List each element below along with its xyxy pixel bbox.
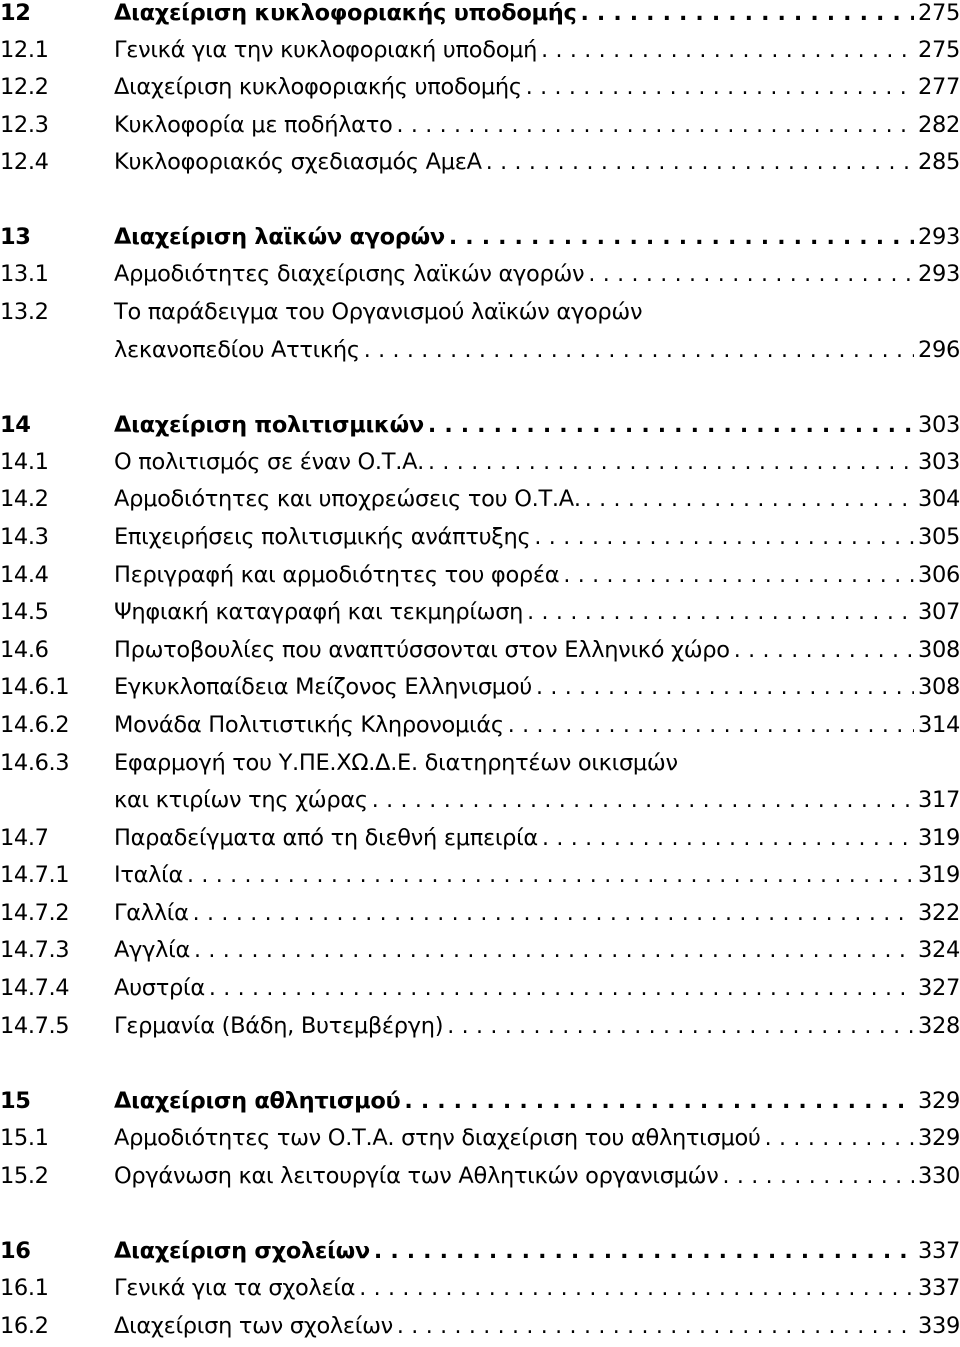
- toc-number: 15.1: [0, 1125, 49, 1151]
- toc-page-number: 322: [917, 900, 960, 926]
- toc-subsection-row[interactable]: [0, 670, 960, 704]
- toc-number: 16.1: [0, 1275, 49, 1301]
- dot-leader: [588, 258, 914, 292]
- toc-page-number: 329: [917, 1088, 960, 1114]
- toc-title: Μονάδα Πολιτιστικής Κληρονομιάς: [114, 712, 504, 738]
- toc-page-number: 330: [917, 1163, 960, 1189]
- toc-number: 14.2: [0, 486, 49, 512]
- toc-number: 15: [0, 1088, 31, 1114]
- toc-page-number: 308: [917, 637, 960, 663]
- toc-section-row[interactable]: [0, 482, 960, 516]
- toc-title: Γενικά για τα σχολεία: [114, 1275, 356, 1301]
- dot-leader: [447, 1010, 914, 1044]
- toc-title: Αγγλία: [114, 937, 190, 963]
- toc-page-number: 319: [917, 862, 960, 888]
- toc-title: Γενικά για την κυκλοφοριακή υποδομή: [114, 37, 538, 63]
- toc-section-row[interactable]: [0, 558, 960, 592]
- toc-title: Διαχείριση λαϊκών αγορών: [114, 224, 445, 250]
- toc-number: 14.5: [0, 599, 49, 625]
- toc-title: Οργάνωση και λειτουργία των Αθλητικών οργανισμών: [114, 1163, 719, 1189]
- toc-title: Διαχείριση αθλητισμού: [114, 1088, 401, 1114]
- toc-section-row[interactable]: [0, 33, 960, 67]
- dot-leader: [542, 822, 914, 856]
- toc-page-number: 307: [917, 599, 960, 625]
- toc-title: Ιταλία: [114, 862, 183, 888]
- toc-title: Διαχείριση πολιτισμικών: [114, 412, 424, 438]
- toc-page-number: 317: [917, 787, 960, 813]
- toc-section-row[interactable]: [0, 295, 960, 329]
- toc-page-number: 328: [917, 1013, 960, 1039]
- toc-number: 14.6: [0, 637, 49, 663]
- toc-title: Διαχείριση κυκλοφοριακής υποδομής: [114, 0, 577, 26]
- dot-leader: [397, 1310, 914, 1344]
- dot-leader: [209, 972, 914, 1006]
- toc-chapter-row[interactable]: [0, 0, 960, 30]
- toc-title: Εγκυκλοπαίδεια Μείζονος Ελληνισμού: [114, 674, 533, 700]
- toc-number: 12.1: [0, 37, 49, 63]
- toc-number: 14.7: [0, 825, 49, 851]
- toc-page-number: 305: [917, 524, 960, 550]
- toc-section-row[interactable]: [0, 108, 960, 142]
- toc-number: 14.7.4: [0, 975, 70, 1001]
- dot-leader: [563, 559, 914, 593]
- toc-number: 14.7.2: [0, 900, 70, 926]
- dot-leader: [428, 446, 914, 480]
- toc-page-number: 293: [917, 224, 960, 250]
- dot-leader: [187, 859, 914, 893]
- dot-leader: [428, 409, 914, 443]
- toc-number: 14.6.3: [0, 750, 70, 776]
- toc-page-number: 306: [917, 562, 960, 588]
- toc-page-number: 319: [917, 825, 960, 851]
- toc-subsection-row[interactable]: [0, 933, 960, 967]
- toc-section-row[interactable]: [0, 1121, 960, 1155]
- toc-number: 14: [0, 412, 31, 438]
- toc-title: Επιχειρήσεις πολιτισμικής ανάπτυξης: [114, 524, 531, 550]
- toc-title: Διαχείριση των σχολείων: [114, 1313, 393, 1339]
- toc-subsection-row[interactable]: [0, 858, 960, 892]
- toc-title: Ο πολιτισμός σε έναν Ο.Τ.Α.: [114, 449, 425, 475]
- toc-number: 16: [0, 1238, 31, 1264]
- toc-number: 14.7.3: [0, 937, 70, 963]
- toc-title: Διαχείριση κυκλοφοριακής υποδομής: [114, 74, 522, 100]
- toc-section-row[interactable]: [0, 145, 960, 179]
- toc-title: Γερμανία (Βάδη, Βυτεμβέργη): [114, 1013, 444, 1039]
- toc-title: Κυκλοφοριακός σχεδιασμός ΑμεΑ: [114, 149, 482, 175]
- toc-number: 13: [0, 224, 31, 250]
- toc-number: 16.2: [0, 1313, 49, 1339]
- dot-leader: [449, 221, 914, 255]
- toc-title: Διαχείριση σχολείων: [114, 1238, 370, 1264]
- toc-title-continuation: λεκανοπεδίου Αττικής: [114, 337, 360, 363]
- dot-leader: [374, 1235, 914, 1269]
- dot-leader: [536, 671, 914, 705]
- toc-subsection-row[interactable]: [0, 971, 960, 1005]
- toc-section-row[interactable]: [0, 1271, 960, 1305]
- toc-section-continuation-row[interactable]: [0, 333, 960, 367]
- toc-page-number: 275: [917, 0, 960, 26]
- toc-section-row[interactable]: [0, 633, 960, 667]
- toc-title: Αρμοδιότητες και υποχρεώσεις του Ο.Τ.Α.: [114, 486, 581, 512]
- toc-chapter-row[interactable]: [0, 408, 960, 442]
- dot-leader: [581, 0, 914, 31]
- dot-leader: [194, 934, 914, 968]
- toc-page-number: 303: [917, 449, 960, 475]
- toc-number: 14.1: [0, 449, 49, 475]
- dot-leader: [527, 596, 914, 630]
- toc-page-number: 327: [917, 975, 960, 1001]
- dot-leader: [359, 1272, 914, 1306]
- toc-page-number: 277: [917, 74, 960, 100]
- toc-number: 14.4: [0, 562, 49, 588]
- toc-page-number: 296: [917, 337, 960, 363]
- toc-page-number: 275: [917, 37, 960, 63]
- toc-section-row[interactable]: [0, 257, 960, 291]
- toc-number: 14.6.2: [0, 712, 70, 738]
- toc-number: 12.3: [0, 112, 49, 138]
- toc-number: 15.2: [0, 1163, 49, 1189]
- toc-section-row[interactable]: [0, 1309, 960, 1343]
- toc-title: Πρωτοβουλίες που αναπτύσσονται στον Ελληνικό χώρο: [114, 637, 730, 663]
- dot-leader: [396, 109, 914, 143]
- dot-leader: [486, 146, 914, 180]
- toc-page-number: 303: [917, 412, 960, 438]
- dot-leader: [585, 483, 914, 517]
- toc-page-number: 282: [917, 112, 960, 138]
- dot-leader: [734, 634, 914, 668]
- toc-page-number: 337: [917, 1238, 960, 1264]
- toc-chapter-row[interactable]: [0, 1234, 960, 1268]
- toc-number: 13.2: [0, 299, 49, 325]
- toc-page-number: 337: [917, 1275, 960, 1301]
- toc-title: Ψηφιακή καταγραφή και τεκμηρίωση: [114, 599, 524, 625]
- toc-subsection-row[interactable]: [0, 708, 960, 742]
- toc-number: 12: [0, 0, 31, 26]
- dot-leader: [193, 897, 914, 931]
- toc-page-number: 339: [917, 1313, 960, 1339]
- toc-section-row[interactable]: [0, 445, 960, 479]
- toc-number: 13.1: [0, 261, 49, 287]
- toc-title: Εφαρμογή του Υ.ΠΕ.ΧΩ.Δ.Ε. διατηρητέων οικισμών: [114, 750, 678, 776]
- toc-title: Αυστρία: [114, 975, 205, 1001]
- toc-subsection-row[interactable]: [0, 1009, 960, 1043]
- toc-section-row[interactable]: [0, 595, 960, 629]
- toc-title: Γαλλία: [114, 900, 189, 926]
- toc-page-number: 308: [917, 674, 960, 700]
- toc-title: Το παράδειγμα του Οργανισμού λαϊκών αγορών: [114, 299, 643, 325]
- toc-title: Αρμοδιότητες διαχείρισης λαϊκών αγορών: [114, 261, 585, 287]
- toc-page-number: 314: [917, 712, 960, 738]
- dot-leader: [526, 71, 914, 105]
- toc-title: Κυκλοφορία με ποδήλατο: [114, 112, 393, 138]
- dot-leader: [722, 1160, 913, 1194]
- toc-section-row[interactable]: [0, 520, 960, 554]
- toc-title-continuation: και κτιρίων της χώρας: [114, 787, 368, 813]
- toc-page-number: 285: [917, 149, 960, 175]
- toc-chapter-row[interactable]: [0, 1084, 960, 1118]
- toc-page-number: 304: [917, 486, 960, 512]
- toc-page-number: 329: [917, 1125, 960, 1151]
- toc-section-row[interactable]: [0, 1159, 960, 1193]
- toc-subsection-row[interactable]: [0, 746, 960, 780]
- toc-page-number: 324: [917, 937, 960, 963]
- dot-leader: [765, 1122, 914, 1156]
- toc-number: 12.4: [0, 149, 49, 175]
- dot-leader: [372, 784, 914, 818]
- toc-page-number: 293: [917, 261, 960, 287]
- dot-leader: [404, 1085, 914, 1119]
- toc-number: 14.7.5: [0, 1013, 70, 1039]
- toc-section-row[interactable]: [0, 70, 960, 104]
- toc-number: 14.3: [0, 524, 49, 550]
- toc-subsection-row[interactable]: [0, 896, 960, 930]
- toc-number: 14.6.1: [0, 674, 70, 700]
- toc-subsection-continuation-row[interactable]: [0, 783, 960, 817]
- toc-number: 12.2: [0, 74, 49, 100]
- dot-leader: [534, 521, 914, 555]
- dot-leader: [364, 334, 914, 368]
- toc-title: Παραδείγματα από τη διεθνή εμπειρία: [114, 825, 538, 851]
- dot-leader: [541, 34, 914, 68]
- dot-leader: [508, 709, 914, 743]
- toc-title: Αρμοδιότητες των Ο.Τ.Α. στην διαχείριση του αθλητισμού: [114, 1125, 761, 1151]
- toc-chapter-row[interactable]: [0, 220, 960, 254]
- toc-title: Περιγραφή και αρμοδιότητες του φορέα: [114, 562, 560, 588]
- toc-section-row[interactable]: [0, 821, 960, 855]
- toc-number: 14.7.1: [0, 862, 70, 888]
